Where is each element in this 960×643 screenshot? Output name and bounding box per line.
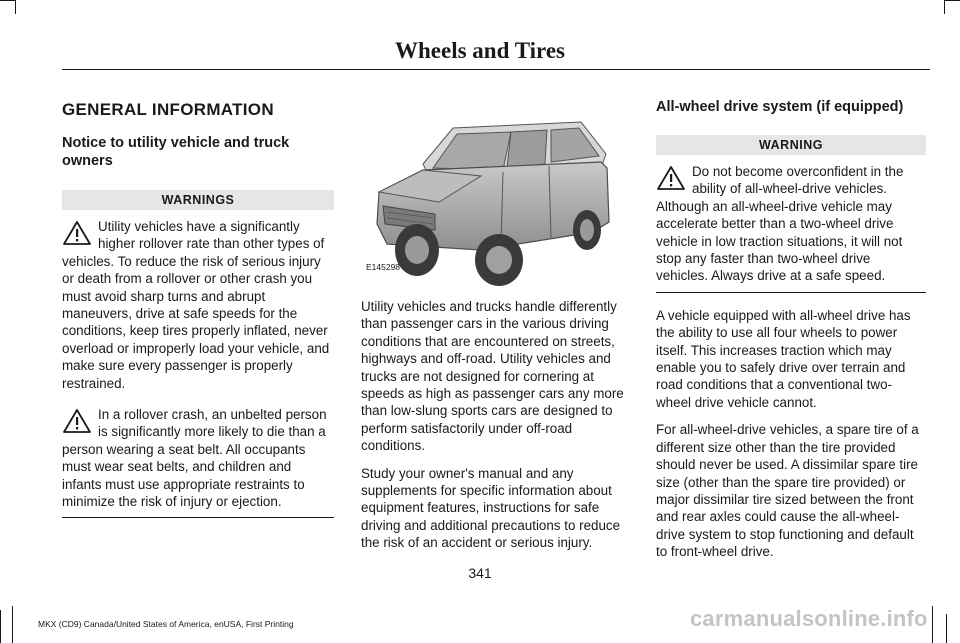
crop-mark bbox=[15, 0, 16, 14]
warning-heading: WARNING bbox=[656, 135, 926, 155]
warning-end-rule bbox=[656, 292, 926, 293]
paragraph: Utility vehicles and trucks handle differently than passenger cars in the various driving conditions that are encountered on streets, highways and off-road. Utility vehicles and trucks are not designed for cornering at speeds as high as passenger cars any more than low-slung sports cars are designed to perform satisfactorily under off-road conditions. bbox=[361, 299, 624, 454]
warnings-heading: WARNINGS bbox=[62, 190, 334, 210]
page-number: 341 bbox=[468, 565, 492, 581]
crop-mark bbox=[944, 0, 960, 1]
warning-triangle-icon bbox=[62, 220, 92, 246]
crop-mark bbox=[944, 0, 945, 14]
crop-mark bbox=[12, 606, 13, 643]
subsection-title: Notice to utility vehicle and truck owners bbox=[62, 135, 290, 169]
header-rule bbox=[62, 69, 930, 70]
warning-text: Utility vehicles have a significantly higher rollover rate than other types of vehicles. To reduce the risk of serious injury or death from a rollover or other crash you must avoid sharp turns and abrupt maneuvers, drive at safe speeds for the conditions, keep tires properly inflated, never overload or improperly load your vehicle, and make sure every passenger is properly restrained. bbox=[62, 219, 330, 391]
column-right bbox=[656, 96, 926, 561]
section-title: GENERAL INFORMATION bbox=[62, 100, 274, 119]
image-code: E145298 bbox=[366, 262, 401, 272]
column-middle bbox=[361, 96, 631, 552]
paragraph: For all-wheel-drive vehicles, a spare tire of a different size other than the tire provided should never be used. A dissimilar spare tire size (other than the spare tire provided) or major dissimilar tire sized between the front and rear axles could cause the all-wheel-drive system to stop functioning and default to front-wheel drive. bbox=[656, 422, 919, 560]
warning-end-rule bbox=[62, 517, 334, 518]
page-header-title: Wheels and Tires bbox=[395, 38, 565, 63]
section-title: All-wheel drive system (if equipped) bbox=[656, 99, 904, 115]
warning-text: In a rollover crash, an unbelted person is significantly more likely to die than a person wearing a seat belt. All occupants must wear seat belts, and children and infants must use appropriate restraints to minimize the risk of injury or ejection. bbox=[62, 407, 327, 510]
watermark: carmanualsonline.info bbox=[690, 606, 928, 631]
warning-triangle-icon bbox=[62, 408, 92, 434]
warning-paragraph bbox=[62, 406, 334, 510]
suv-illustration bbox=[361, 110, 631, 286]
warning-triangle-icon bbox=[656, 165, 686, 191]
crop-mark bbox=[0, 0, 16, 1]
warning-paragraph bbox=[656, 163, 926, 285]
crop-mark bbox=[946, 614, 947, 643]
print-info: MKX (CD9) Canada/United States of America, enUSA, First Printing bbox=[38, 619, 294, 629]
warning-text: Do not become overconfident in the ability of all-wheel-drive vehicles. Although an all-wheel-drive vehicle may accelerate better than a two-wheel drive vehicle in low traction situations, it will not stop any faster than two-wheel drive vehicles. Always drive at a safe speed. bbox=[656, 164, 904, 284]
paragraph: A vehicle equipped with all-wheel drive has the ability to use all four wheels to power itself. This increases traction which may enable you to safely drive over terrain and road conditions that a conventional two-wheel drive vehicle cannot. bbox=[656, 307, 911, 410]
paragraph: Study your owner's manual and any supplements for specific information about equipment features, instructions for safe driving and additional precautions to reduce the risk of an accident or serious injury. bbox=[361, 465, 621, 551]
warning-paragraph bbox=[62, 218, 334, 392]
crop-mark bbox=[0, 610, 1, 643]
crop-mark bbox=[932, 606, 933, 643]
column-left bbox=[62, 96, 334, 518]
